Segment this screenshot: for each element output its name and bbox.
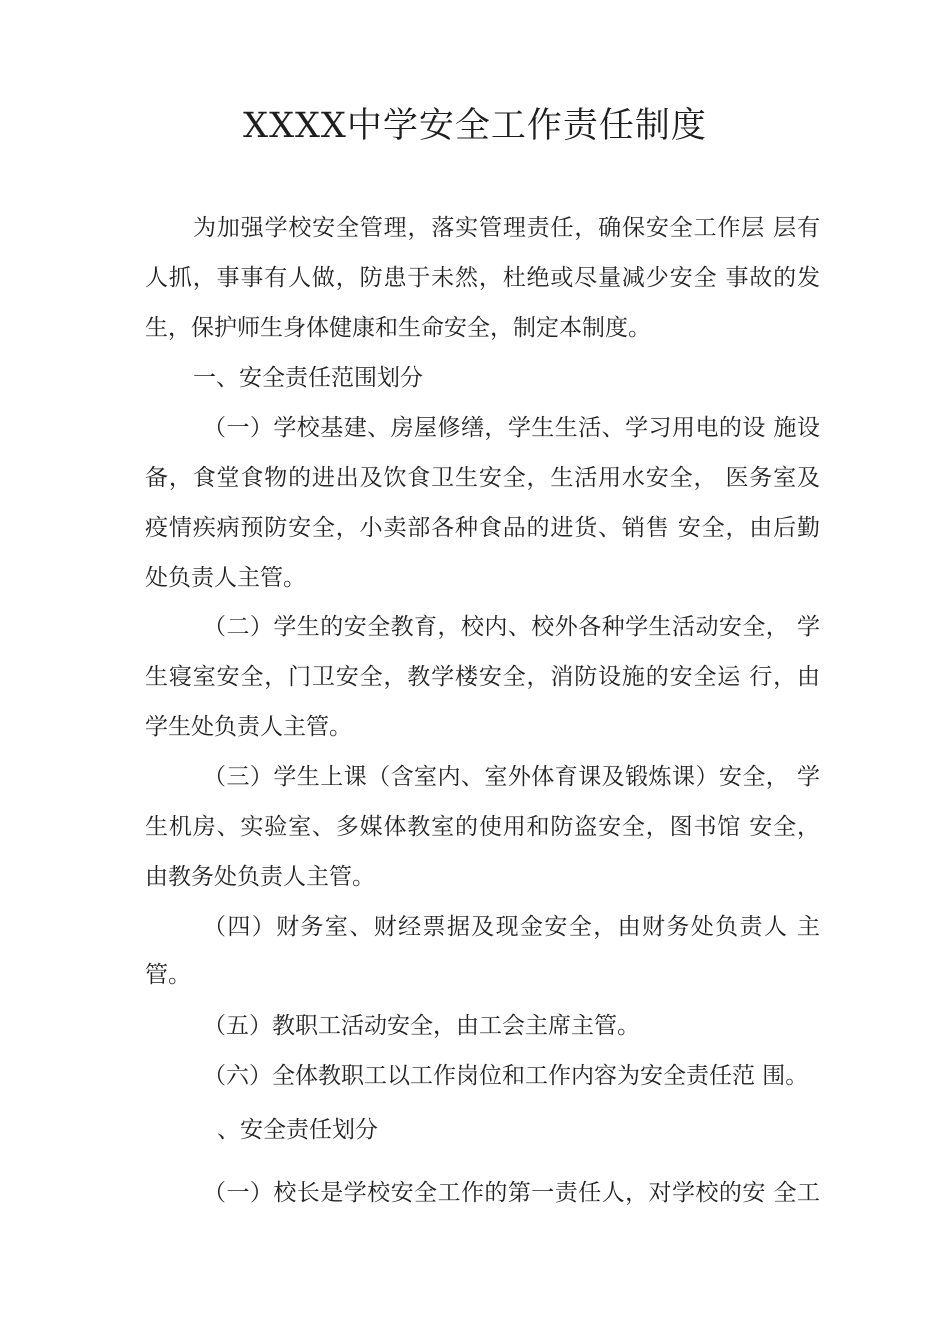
paragraph-line: （一）校长是学校安全工作的第一责任人，对学校的安 全工: [203, 1180, 820, 1206]
paragraph-line: 管。: [145, 962, 191, 988]
paragraph-line: 生，保护师生身体健康和生命安全，制定本制度。: [145, 315, 651, 341]
paragraph-line: 由教务处负责人主管。: [145, 864, 375, 890]
paragraph-line: 疫情疾病预防安全，小卖部各种食品的进货、销售 安全，由后勤: [145, 515, 820, 541]
document-title: XXXX中学安全工作责任制度: [243, 106, 707, 146]
paragraph-line: （二）学生的安全教育，校内、校外各种学生活动安全， 学: [203, 614, 820, 640]
paragraph-line: 学生处负责人主管。: [145, 714, 352, 740]
paragraph-line: 人抓，事事有人做，防患于未然，杜绝或尽量减少安全 事故的发: [145, 265, 820, 291]
paragraph-line: （六）全体教职工以工作岗位和工作内容为安全责任范 围。: [203, 1063, 809, 1089]
paragraph-line: （四）财务室、财经票据及现金安全，由财务处负责人 主: [203, 914, 820, 940]
section-heading: 一、安全责任范围划分: [193, 365, 423, 391]
paragraph-line: （三）学生上课（含室内、室外体育课及锻炼课）安全， 学: [203, 764, 820, 790]
paragraph-line: （五）教职工活动安全，由工会主席主管。: [203, 1013, 640, 1039]
paragraph-line: 生机房、实验室、多媒体教室的使用和防盗安全，图书馆 安全，: [145, 814, 820, 840]
paragraph-line: （一）学校基建、房屋修缮，学生生活、学习用电的设 施设: [203, 415, 820, 441]
paragraph-line: 备，食堂食物的进出及饮食卫生安全，生活用水安全， 医务室及: [145, 465, 820, 491]
section-heading: 、安全责任划分: [217, 1117, 378, 1143]
paragraph-line: 处负责人主管。: [145, 565, 306, 591]
paragraph-line: 生寝室安全，门卫安全，教学楼安全，消防设施的安全运 行，由: [145, 664, 820, 690]
paragraph-line: 为加强学校安全管理，落实管理责任，确保安全工作层 层有: [193, 215, 820, 241]
